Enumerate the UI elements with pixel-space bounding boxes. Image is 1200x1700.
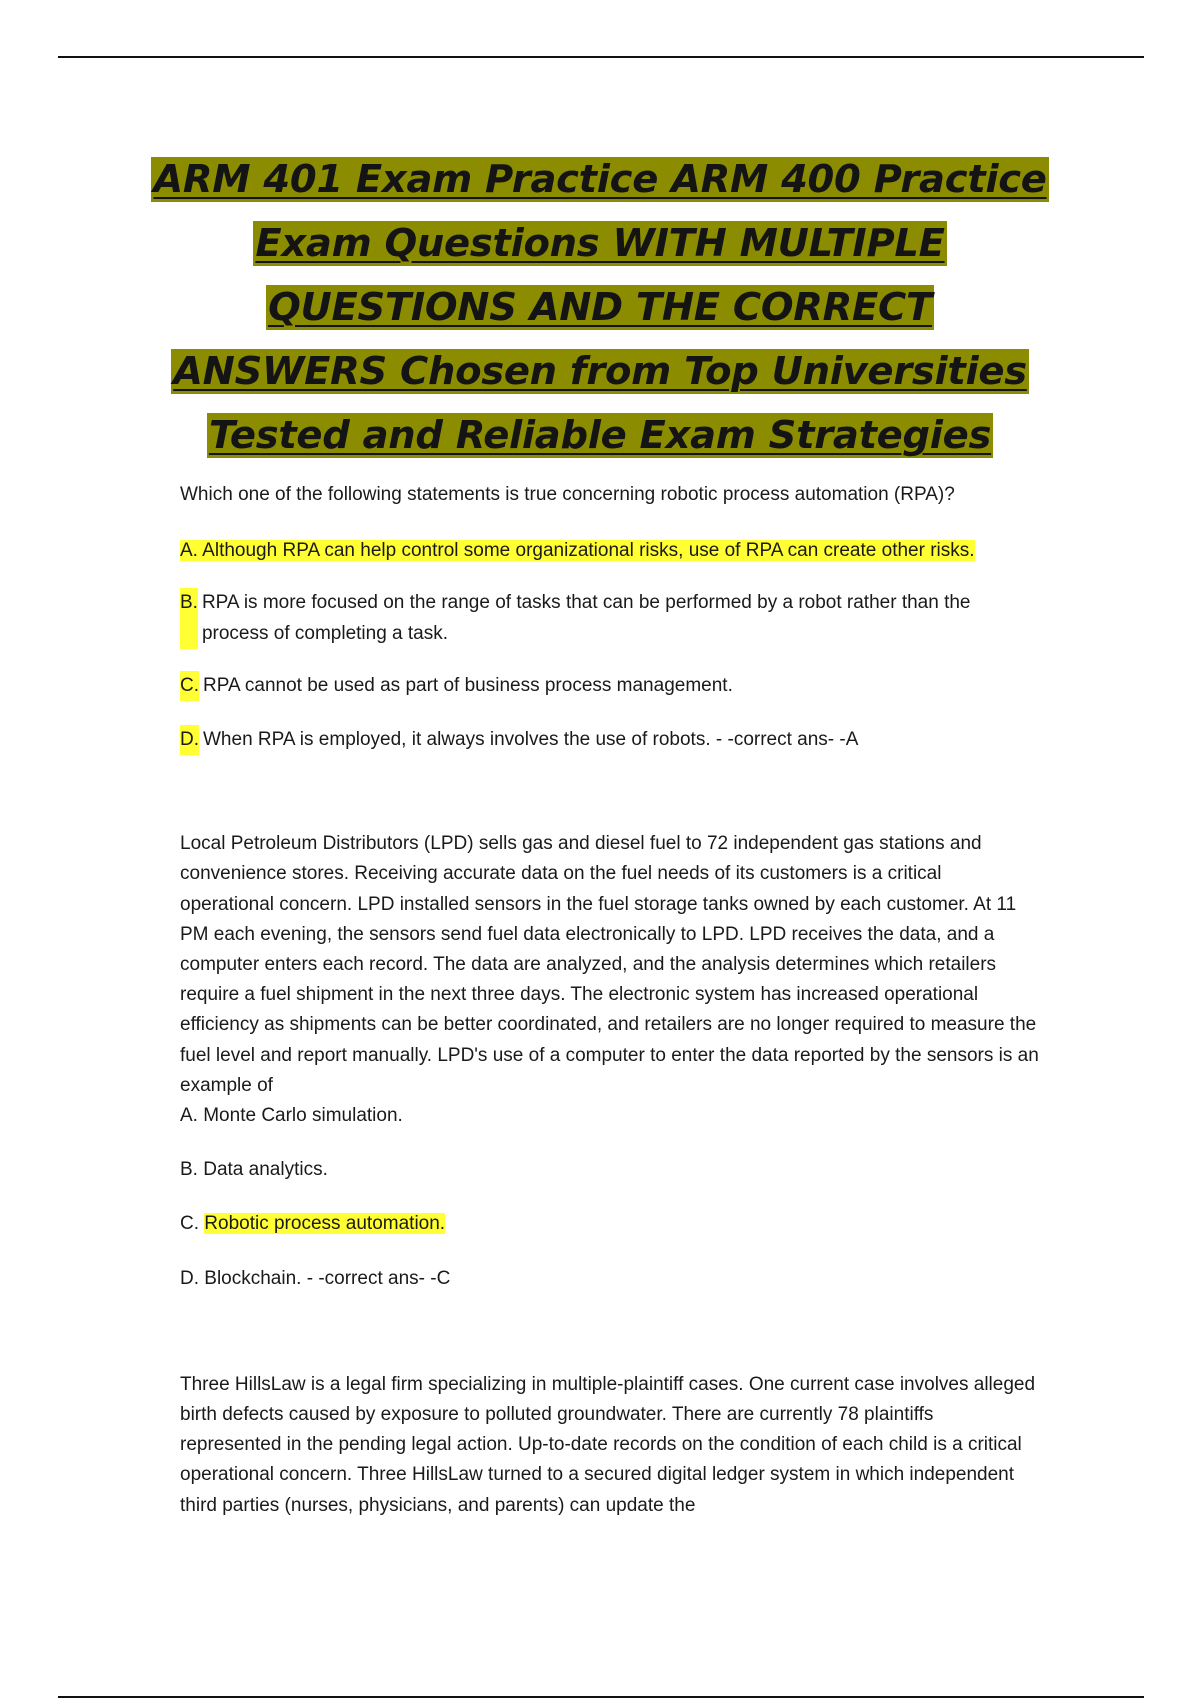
question-1: Which one of the following statements is true concerning robotic process automation (RPA)? [180, 484, 955, 505]
title-line: Exam Questions WITH MULTIPLE [255, 221, 945, 266]
q1-option-d [180, 725, 1040, 755]
correct-answer-highlight: Robotic process automation. [204, 1213, 446, 1235]
question-2: Local Petroleum Distributors (LPD) sells gas and diesel fuel to 72 independent gas stations and convenience stores. Receiving accurate data on the fuel needs of its customers is a critical operational concern. LPD installed sensors in the fuel storage tanks owned by each customer. At 11 PM each evening, the sensors send fuel data electronically to LPD. LPD receives the data, and a computer enters each record. The data are analyzed, and the analysis determines which retailers require a fuel shipment in the next three days. The electronic system has increased operational efficiency as shipments can be better coordinated, and retailers are no longer required to measure the fuel level and report manually. LPD's use of a computer to enter the data reported by the sensors is an example of [180, 833, 1039, 1096]
q2-option-b: B. Data analytics. [180, 1159, 328, 1181]
title-line: QUESTIONS AND THE CORRECT [268, 285, 932, 330]
q2-option-c [180, 1209, 1040, 1239]
title-line: ARM 401 Exam Practice ARM 400 Practice [153, 157, 1047, 202]
bottom-rule [58, 1696, 1144, 1698]
q2-option-d: D. Blockchain. - -correct ans- -C [180, 1267, 451, 1289]
q1-option-b [180, 588, 1040, 648]
question-3: Three HillsLaw is a legal firm specializing in multiple-plaintiff cases. One current case involves alleged birth defects caused by exposure to polluted groundwater. There are currently 78 plaintiffs represented in the pending legal action. Up-to-date records on the condition of each child is a critical operational concern. Three HillsLaw turned to a secured digital ledger system in which independent third parties (nurses, physicians, and parents) can update the [180, 1373, 1036, 1516]
title-line: ANSWERS Chosen from Top Universities [173, 349, 1027, 394]
option-text: When RPA is employed, it always involves the use of robots. - -correct ans- -A [203, 729, 859, 751]
q1-option-c [180, 671, 1040, 701]
option-letter: C. [180, 1213, 199, 1235]
correct-answer-highlight: A. Although RPA can help control some organizational risks, use of RPA can create other risks. [180, 540, 975, 562]
option-text: RPA is more focused on the range of tasks that can be performed by a robot rather than the process of completing a task. [201, 592, 971, 644]
q1-option-a [180, 536, 1040, 566]
option-letter: B. [180, 588, 198, 648]
q2-option-a: A. Monte Carlo simulation. [180, 1105, 403, 1127]
option-text: RPA cannot be used as part of business process management. [203, 674, 733, 696]
title-line: Tested and Reliable Exam Strategies [208, 413, 992, 458]
option-letter: D. [180, 725, 199, 755]
option-letter: C. [180, 671, 199, 701]
document-body [180, 480, 1040, 1521]
top-rule [58, 56, 1144, 58]
page-title [150, 148, 1050, 468]
